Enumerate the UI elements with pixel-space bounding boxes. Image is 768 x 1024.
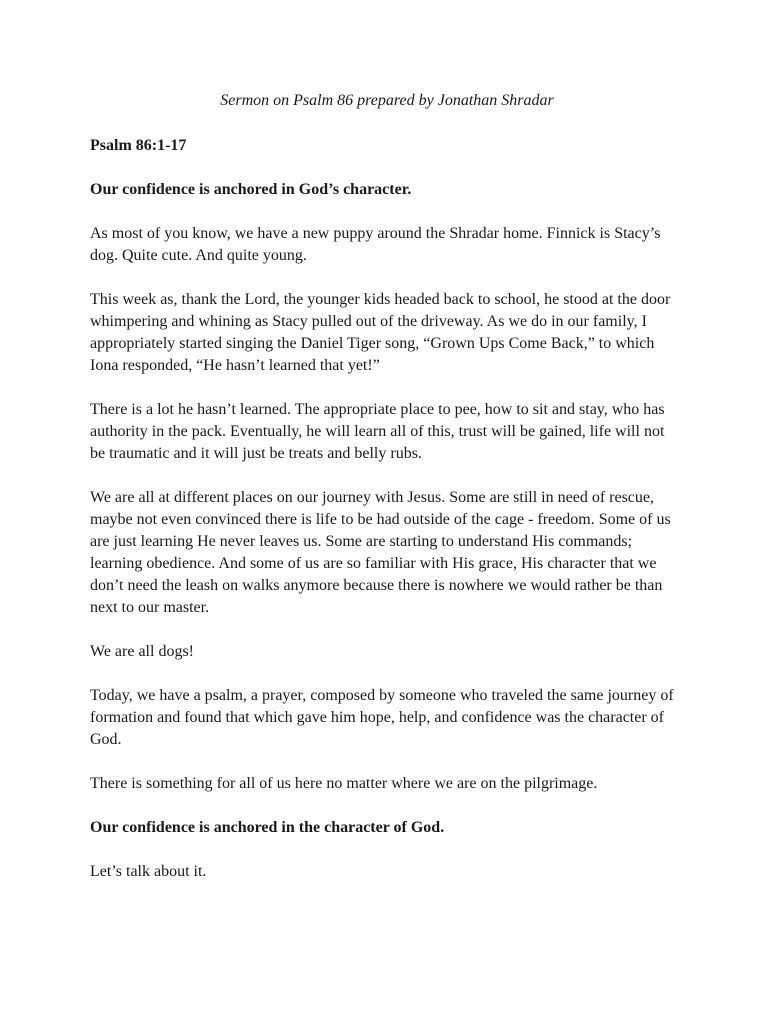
paragraph-school: This week as, thank the Lord, the younger kids headed back to school, he stood at the door whimpering and whining as Stacy pulled out of the driveway. As we do in our family, I appropriately started singing the Daniel Tiger song, “Grown Ups Come Back,” to which Iona responded, “He hasn’t learned that yet!”	[90, 291, 671, 374]
main-point-heading: Our confidence is anchored in God’s character.	[90, 181, 412, 198]
paragraph-puppy: As most of you know, we have a new puppy around the Shradar home. Finnick is Stacy’s dog. Quite cute. And quite young.	[90, 225, 661, 264]
restated-point-heading: Our confidence is anchored in the character of God.	[90, 819, 445, 836]
document-body	[90, 90, 680, 905]
paragraph-learning: There is a lot he hasn’t learned. The appropriate place to pee, how to sit and stay, who has authority in the pack. Eventually, he will learn all of this, trust will be gained, life will not be traumatic and it will just be treats and belly rubs.	[90, 401, 665, 462]
paragraph-psalm: Today, we have a psalm, a prayer, composed by someone who traveled the same journey of formation and found that which gave him hope, help, and confidence was the character of God.	[90, 687, 674, 748]
sermon-subtitle: Sermon on Psalm 86 prepared by Jonathan Shradar	[220, 92, 554, 109]
scripture-reference: Psalm 86:1-17	[90, 137, 187, 154]
paragraph-pilgrimage: There is something for all of us here no matter where we are on the pilgrimage.	[90, 775, 598, 792]
paragraph-journey: We are all at different places on our journey with Jesus. Some are still in need of rescue, maybe not even convinced there is life to be had outside of the cage - freedom. Some of us are just learning He never leaves us. Some are starting to understand His commands; learning obedience. And some of us are so familiar with His grace, His character that we don’t need the leash on walks anymore because there is nowhere we would rather be than next to our master.	[90, 489, 671, 616]
paragraph-dogs: We are all dogs!	[90, 643, 194, 660]
closing-line: Let’s talk about it.	[90, 863, 207, 880]
